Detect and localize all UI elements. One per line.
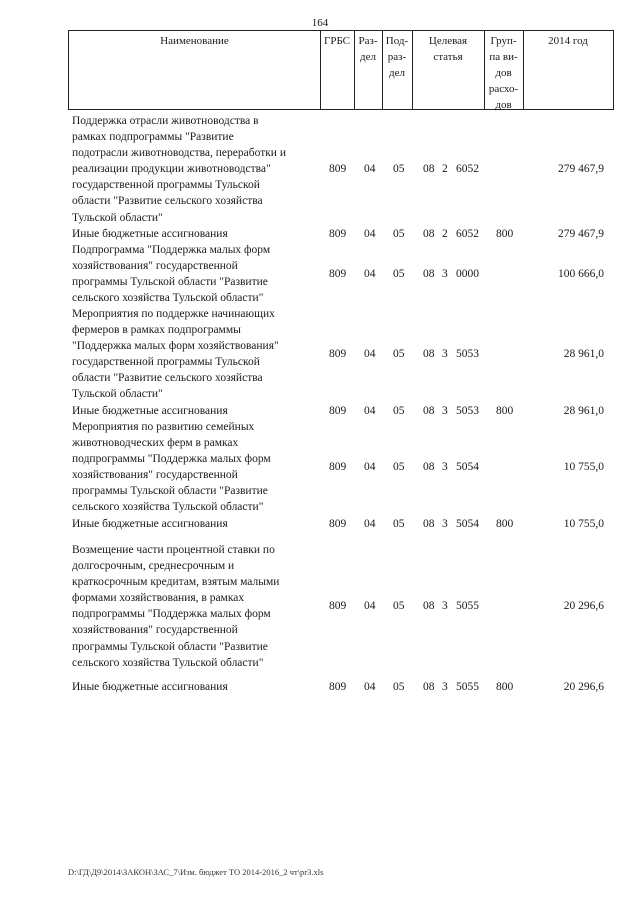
row-gruppa: 800 (496, 518, 514, 530)
row-cs-program: 08 (423, 405, 435, 417)
row-grbs: 809 (329, 681, 347, 693)
row-grbs: 809 (329, 461, 347, 474)
row-podrazdel: 05 (393, 681, 405, 693)
row-grbs: 809 (329, 228, 347, 240)
row-name-line: области "Развитие сельского хозяйства (72, 372, 263, 385)
row-sum: 10 755,0 (563, 461, 604, 474)
row-name (72, 226, 318, 242)
row-cs-direction: 5053 (456, 348, 479, 361)
row-name-line: области "Развитие сельского хозяйства (72, 195, 263, 208)
row-gruppa: 800 (496, 228, 514, 240)
row-cs-program: 08 (423, 348, 435, 361)
row-grbs: 809 (329, 268, 347, 281)
row-name-line: сельского хозяйства Тульской области" (72, 292, 264, 305)
row-name (72, 542, 318, 671)
row-name-line: Мероприятия по развитию семейных (72, 421, 255, 433)
row-cs-subprogram: 3 (442, 600, 448, 613)
row-grbs: 809 (329, 163, 347, 176)
row-gruppa: 800 (496, 681, 514, 693)
row-name-line: Иные бюджетные ассигнования (72, 405, 228, 417)
row-name (72, 306, 318, 403)
row-sum: 279 467,9 (558, 228, 604, 240)
row-name-line: хозяйствования" государственной (72, 624, 238, 637)
row-name-line: подпрограммы "Поддержка малых форм (72, 608, 271, 621)
row-cs-program: 08 (423, 163, 435, 176)
row-podrazdel: 05 (393, 228, 405, 240)
row-podrazdel: 05 (393, 268, 405, 281)
row-cs-program: 08 (423, 600, 435, 613)
row-name-line: программы Тульской области "Развитие (72, 640, 268, 653)
row-razdel: 04 (364, 268, 376, 281)
row-grbs: 809 (329, 405, 347, 417)
row-cs-direction: 6052 (456, 228, 479, 240)
row-name-line: фермеров в рамках подпрограммы (72, 324, 241, 337)
row-grbs: 809 (329, 348, 347, 361)
row-razdel: 04 (364, 681, 376, 693)
row-sum: 279 467,9 (558, 163, 604, 176)
row-cs-direction: 5054 (456, 461, 479, 474)
row-name-line: формами хозяйствования, в рамках (72, 592, 245, 605)
row-name-line: сельского хозяйства Тульской области" (72, 501, 264, 514)
row-name-line: Иные бюджетные ассигнования (72, 518, 228, 530)
row-cs-program: 08 (423, 681, 435, 693)
row-name-line: государственной программы Тульской (72, 356, 260, 369)
row-name-line: хозяйствования" государственной (72, 260, 238, 273)
row-podrazdel: 05 (393, 163, 405, 176)
header-podrazdel: Под- раз- дел (385, 35, 409, 79)
row-name-line: подотрасли животноводства, переработки и (72, 147, 286, 160)
header-gruppa-vidov-raskhodov: Груп- па ви- дов расхо- дов (488, 35, 519, 111)
row-sum: 28 961,0 (563, 348, 604, 361)
row-sum: 100 666,0 (558, 268, 604, 281)
row-name (72, 113, 318, 226)
row-cs-direction: 5054 (456, 518, 479, 530)
row-podrazdel: 05 (393, 600, 405, 613)
row-name-line: реализации продукции животноводства" (72, 163, 271, 176)
row-razdel: 04 (364, 518, 376, 530)
header-year: 2014 год (548, 35, 588, 47)
row-podrazdel: 05 (393, 405, 405, 417)
row-name (72, 679, 318, 695)
page-number: 164 (311, 17, 329, 29)
row-sum: 10 755,0 (563, 518, 604, 530)
row-razdel: 04 (364, 163, 376, 176)
row-name-line: Тульской области" (72, 211, 163, 224)
row-name (72, 403, 318, 419)
row-name-line: Подпрограмма "Поддержка малых форм (72, 244, 271, 256)
row-name-line: Тульской области" (72, 388, 163, 401)
row-cs-program: 08 (423, 228, 435, 240)
row-razdel: 04 (364, 461, 376, 474)
row-name (72, 419, 318, 516)
row-name-line: краткосрочным кредитам, взятым малыми (72, 576, 280, 589)
row-cs-subprogram: 2 (442, 163, 448, 176)
row-name-line: подпрограммы "Поддержка малых форм (72, 453, 271, 466)
row-cs-subprogram: 3 (442, 461, 448, 474)
row-cs-subprogram: 3 (442, 405, 448, 417)
row-cs-program: 08 (423, 268, 435, 281)
row-name (72, 516, 318, 532)
row-name-line: Иные бюджетные ассигнования (72, 228, 228, 240)
row-name-line: государственной программы Тульской (72, 179, 260, 192)
row-cs-program: 08 (423, 518, 435, 530)
row-name-line: "Поддержка малых форм хозяйствования" (72, 340, 279, 353)
row-sum: 20 296,6 (563, 600, 604, 613)
header-razdel: Раз- дел (358, 35, 378, 63)
row-name-line: рамках подпрограммы "Развитие (72, 131, 234, 144)
row-razdel: 04 (364, 348, 376, 361)
row-cs-program: 08 (423, 461, 435, 474)
row-name-line: хозяйствования" государственной (72, 469, 238, 482)
row-razdel: 04 (364, 228, 376, 240)
row-name-line: долгосрочным, среднесрочным и (72, 560, 235, 573)
header-celevaya-statya: Целевая статья (428, 35, 468, 63)
row-name (72, 242, 318, 306)
header-name: Наименование (160, 35, 229, 47)
row-cs-subprogram: 3 (442, 518, 448, 530)
row-cs-subprogram: 3 (442, 681, 448, 693)
table-header (68, 30, 614, 110)
row-name-line: Поддержка отрасли животноводства в (72, 115, 259, 127)
row-name-line: программы Тульской области "Развитие (72, 485, 268, 498)
row-name-line: животноводческих ферм в рамках (72, 437, 239, 450)
row-name-line: сельского хозяйства Тульской области" (72, 656, 264, 669)
row-name-line: Мероприятия по поддержке начинающих (72, 308, 275, 320)
row-cs-direction: 5055 (456, 681, 479, 693)
row-cs-subprogram: 3 (442, 268, 448, 281)
row-sum: 20 296,6 (563, 681, 604, 693)
row-grbs: 809 (329, 600, 347, 613)
row-cs-direction: 0000 (456, 268, 479, 281)
row-grbs: 809 (329, 518, 347, 530)
footer-file-path: D:\ГД\Д9\2014\ЗАКОН\ЗАС_7\Изм. бюджет ТО 2014-2016_2 чт\pr3.xls (68, 867, 324, 877)
row-name-line: программы Тульской области "Развитие (72, 276, 268, 289)
row-podrazdel: 05 (393, 461, 405, 474)
row-name-line: Иные бюджетные ассигнования (72, 681, 228, 693)
header-grbs: ГРБС (323, 35, 351, 47)
row-cs-direction: 5055 (456, 600, 479, 613)
row-razdel: 04 (364, 405, 376, 417)
row-cs-subprogram: 2 (442, 228, 448, 240)
row-razdel: 04 (364, 600, 376, 613)
row-cs-direction: 5053 (456, 405, 479, 417)
row-podrazdel: 05 (393, 518, 405, 530)
row-cs-direction: 6052 (456, 163, 479, 176)
row-podrazdel: 05 (393, 348, 405, 361)
row-cs-subprogram: 3 (442, 348, 448, 361)
row-sum: 28 961,0 (563, 405, 604, 417)
row-name-line: Возмещение части процентной ставки по (72, 544, 275, 556)
row-gruppa: 800 (496, 405, 514, 417)
